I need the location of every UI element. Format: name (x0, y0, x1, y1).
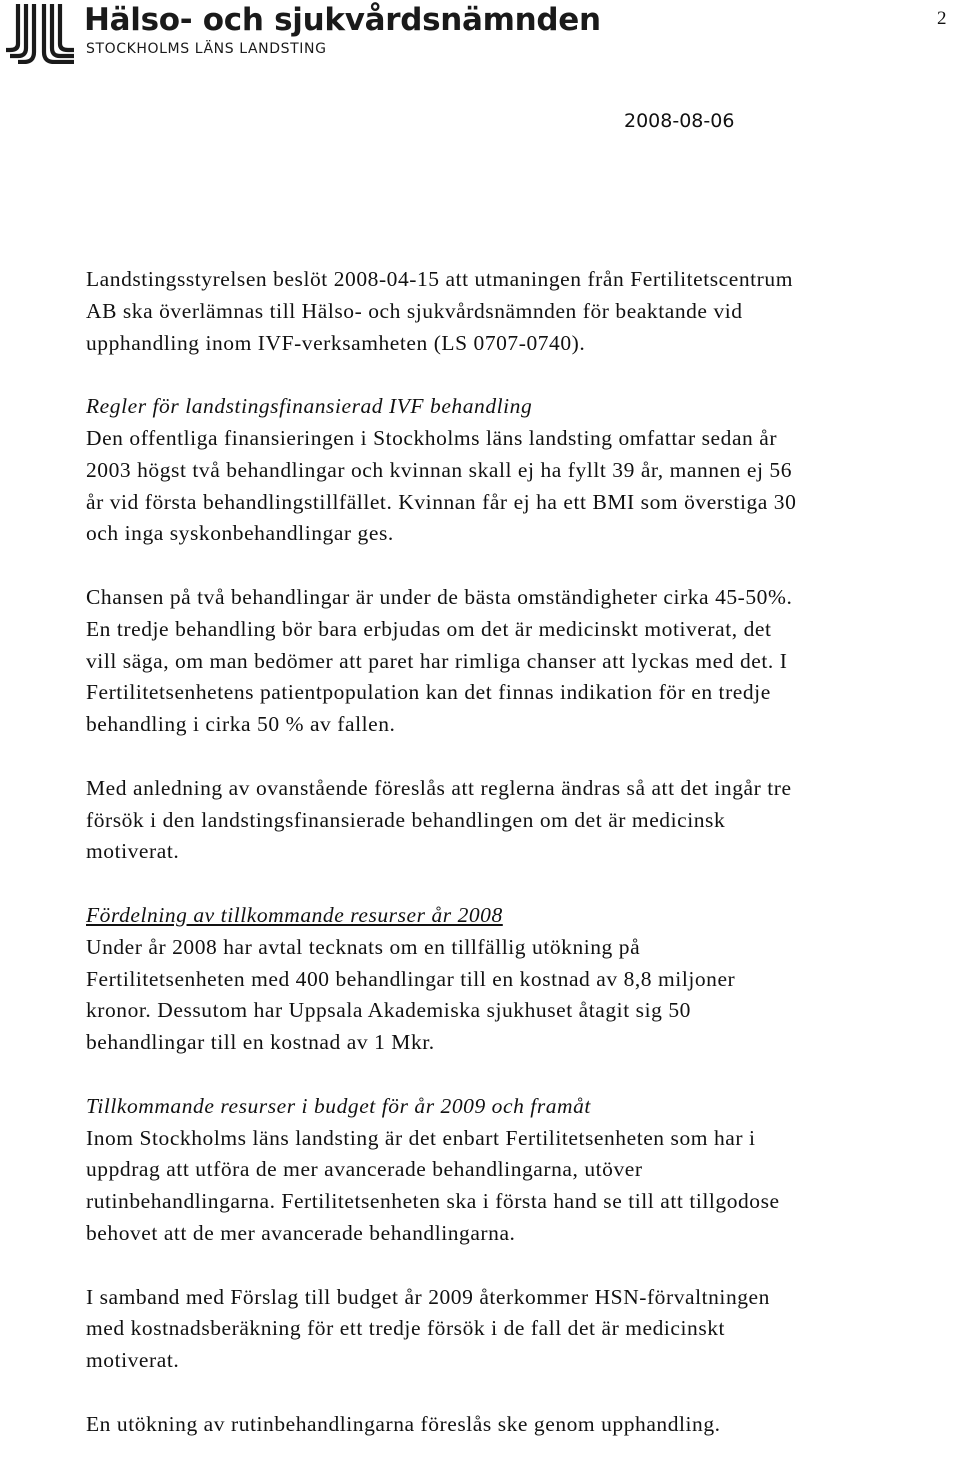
letterhead (0, 0, 960, 70)
text-line: Under år 2008 har avtal tecknats om en tillfällig utökning på (86, 934, 641, 959)
paragraph-budget (86, 1282, 954, 1377)
section-heading-resources-2008: Fördelning av tillkommande resurser år 2008 (86, 902, 503, 927)
paragraph-procurement (86, 1409, 954, 1441)
document-date: 2008-08-06 (624, 110, 735, 132)
page-number: 2 (937, 8, 947, 29)
paragraph-chances (86, 582, 954, 741)
text-line: vill säga, om man bedömer att paret har rimliga chanser att lyckas med det. I (86, 648, 788, 673)
text-line: Fertilitetsenheten med 400 behandlingar till en kostnad av 8,8 miljoner (86, 966, 736, 991)
text-line: AB ska överlämnas till Hälso- och sjukvårdsnämnden för beaktande vid (86, 298, 743, 323)
text-line: motiverat. (86, 839, 180, 864)
text-line: med kostnadsberäkning för ett tredje försök i de fall det är medicinskt (86, 1316, 726, 1341)
text-line: Med anledning av ovanstående föreslås att reglerna ändras så att det ingår tre (86, 775, 792, 800)
text-line: försök i den landstingsfinansierade behandlingen om det är medicinsk (86, 807, 726, 832)
paragraph-rules (86, 391, 954, 550)
text-line: upphandling inom IVF-verksamheten (LS 0707-0740). (86, 330, 586, 355)
organization-subtitle: STOCKHOLMS LÄNS LANDSTING (86, 41, 327, 57)
text-line: En tredje behandling bör bara erbjudas om det är medicinskt motiverat, det (86, 616, 772, 641)
text-line: Den offentliga finansieringen i Stockholms läns landsting omfattar sedan år (86, 425, 778, 450)
section-heading-rules: Regler för landstingsfinansierad IVF behandling (86, 394, 533, 419)
text-line: behandling i cirka 50 % av fallen. (86, 712, 396, 737)
organization-name: Hälso- och sjukvårdsnämnden (84, 2, 601, 38)
text-line: kronor. Dessutom har Uppsala Akademiska sjukhuset åtagit sig 50 (86, 998, 691, 1023)
text-line: I samband med Förslag till budget år 2009 återkommer HSN-förvaltningen (86, 1284, 770, 1309)
text-line: Chansen på två behandlingar är under de bästa omständigheter cirka 45-50%. (86, 584, 793, 609)
text-line: Inom Stockholms läns landsting är det enbart Fertilitetsenheten som har i (86, 1125, 756, 1150)
text-line: Landstingsstyrelsen beslöt 2008-04-15 att utmaningen från Fertilitetscentrum (86, 267, 793, 291)
text-line: år vid första behandlingstillfället. Kvinnan får ej ha ett BMI som överstiga 30 (86, 489, 797, 514)
paragraph-intro (86, 264, 954, 359)
paragraph-proposal (86, 773, 954, 868)
text-line: uppdrag att utföra de mer avancerade behandlingarna, utöver (86, 1157, 643, 1182)
text-line: behovet att de mer avancerade behandlingarna. (86, 1220, 516, 1245)
text-line: Fertilitetsenhetens patientpopulation kan det finnas indikation för en tredje (86, 680, 771, 705)
text-line: behandlingar till en kostnad av 1 Mkr. (86, 1030, 435, 1055)
text-line: 2003 högst två behandlingar och kvinnan skall ej ha fyllt 39 år, mannen ej 56 (86, 457, 793, 482)
stockholm-county-logo-icon (4, 2, 76, 64)
document-body (86, 264, 954, 1472)
section-heading-resources-2009: Tillkommande resurser i budget för år 2009 och framåt (86, 1093, 591, 1118)
paragraph-resources-2008 (86, 900, 954, 1059)
text-line: och inga syskonbehandlingar ges. (86, 521, 394, 546)
text-line: En utökning av rutinbehandlingarna föreslås ske genom upphandling. (86, 1411, 721, 1436)
text-line: motiverat. (86, 1348, 180, 1373)
text-line: rutinbehandlingarna. Fertilitetsenheten ska i första hand se till att tillgodose (86, 1189, 780, 1214)
paragraph-resources-2009 (86, 1091, 954, 1250)
